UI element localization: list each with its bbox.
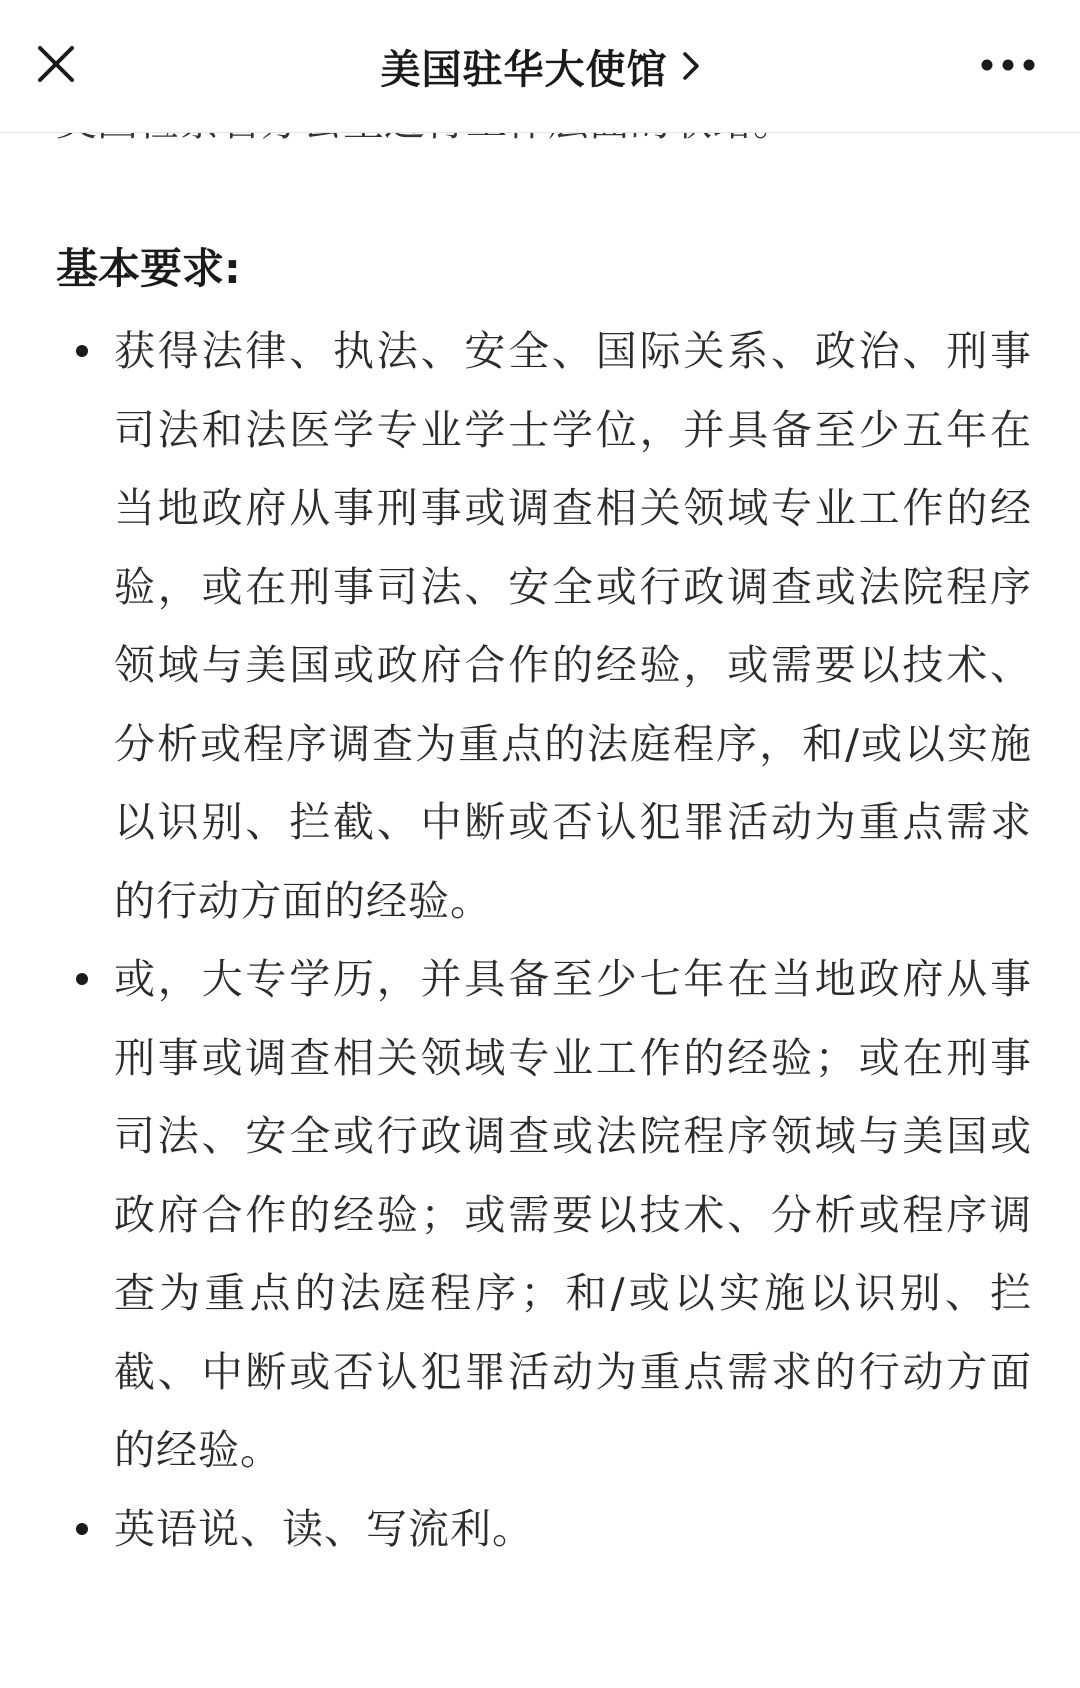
bullet-icon (76, 1523, 88, 1535)
more-dots-icon (980, 57, 1036, 76)
list-item (0, 312, 1032, 940)
requirements-list (0, 312, 1080, 1568)
close-icon (34, 42, 78, 90)
list-item (0, 1490, 1032, 1569)
article-content[interactable] (0, 132, 1080, 1688)
article-body (0, 82, 1080, 1568)
account-title-link[interactable] (381, 38, 700, 95)
requirement-text: 或，大专学历，并具备至少七年在当地政府从事刑事或调查相关领域专业工作的经验；或在刑事司法、安全或行政调查或法院程序领域与美国或政府合作的经验；或需要以技术、分析或程序调查为重点的法庭程序；和/或以实施以识别、拦截、中断或否认犯罪活动为重点需求的行动方面的经验。 (114, 955, 1032, 1474)
requirement-text: 英语说、读、写流利。 (114, 1504, 534, 1553)
close-button[interactable] (28, 38, 84, 94)
section-heading: 基本要求: (56, 244, 241, 293)
bullet-icon (76, 973, 88, 985)
requirement-text: 获得法律、执法、安全、国际关系、政治、刑事司法和法医学专业学士学位，并具备至少五年在当地政府从事刑事或调查相关领域专业工作的经验，或在刑事司法、安全或行政调查或法院程序领域与美国或政府合作的经验，或需要以技术、分析或程序调查为重点的法庭程序，和/或以实施以识别、拦截、中断或否认犯罪活动为重点需求的行动方面的经验。 (114, 327, 1032, 925)
chevron-right-icon (682, 51, 700, 81)
top-navigation-bar (0, 0, 1080, 133)
account-title: 美国驻华大使馆 (380, 46, 668, 93)
list-item (0, 940, 1032, 1490)
more-options-button[interactable] (972, 44, 1044, 88)
bullet-icon (76, 345, 88, 357)
